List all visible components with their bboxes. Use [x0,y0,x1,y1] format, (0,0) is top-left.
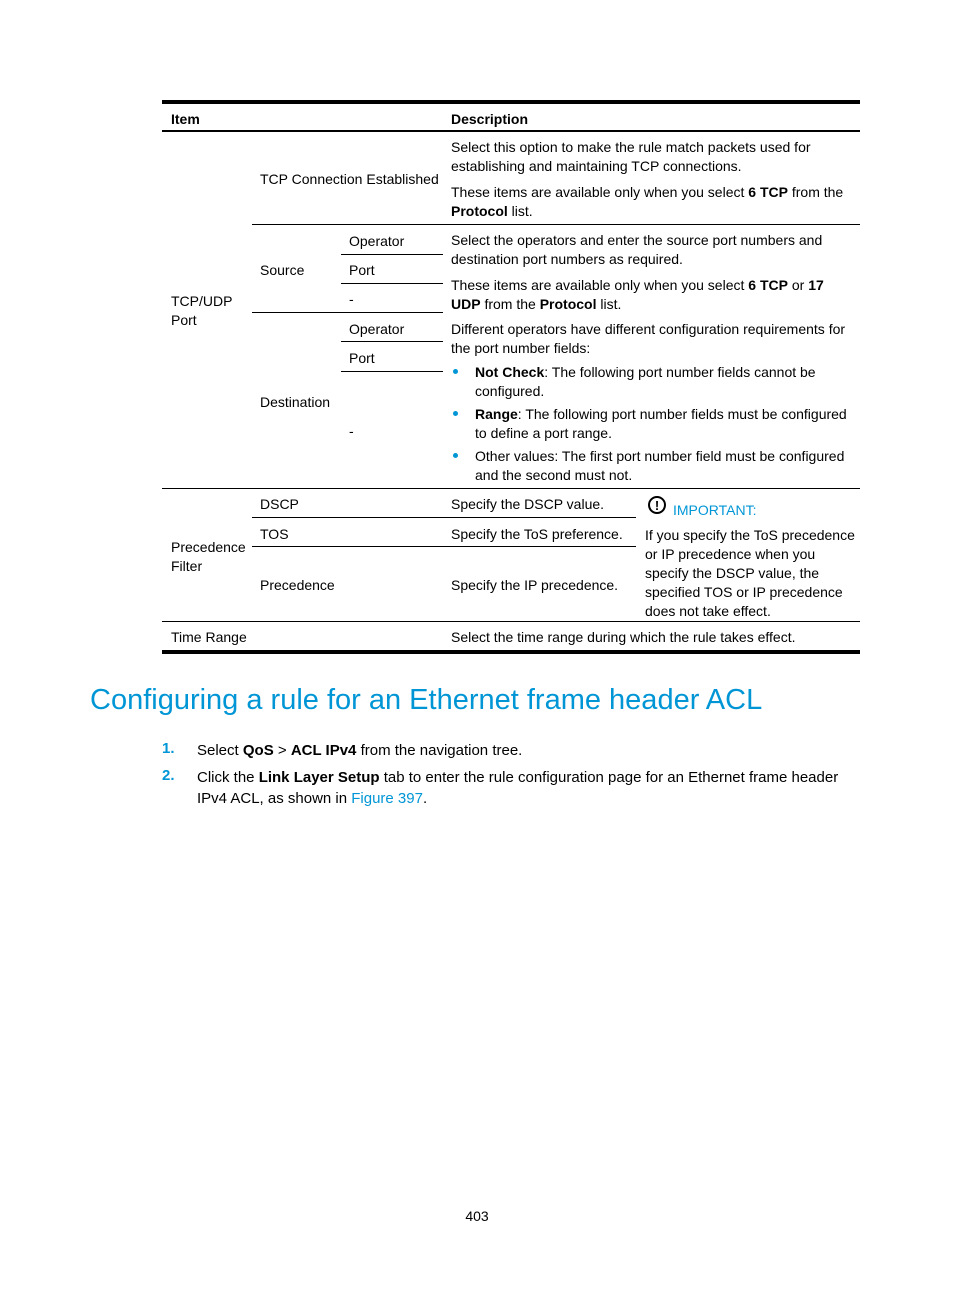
sub-rule [341,283,443,284]
sub-rule [341,341,443,342]
destination-label: Destination [260,394,331,410]
dscp-label: DSCP [260,496,299,512]
tcp-connection-label: TCP Connection Established [260,171,439,187]
time-range-desc: Select the time range during which the rule takes effect. [451,629,796,645]
section-title: Configuring a rule for an Ethernet frame header ACL [90,684,763,716]
step-number: 1. [162,740,175,757]
source-desc: Select the operators and enter the source port numbers and destination port numbers as required. [451,232,823,267]
step-2: Click the Link Layer Setup tab to enter the rule configuration page for an Ethernet frame header IPv4 ACL, as shown in Figure 397. [197,769,839,807]
header-description: Description [451,111,529,127]
source-port: Port [349,262,375,278]
table-top-rule [162,100,860,104]
source-note: These items are available only when you select 6 TCP or 17 UDP from the Protocol list. [451,277,824,312]
source-operator: Operator [349,233,405,249]
bullet-icon [453,453,458,458]
time-range-label: Time Range [171,629,247,645]
figure-link[interactable]: Figure 397 [351,790,423,807]
bullet-not-check: Not Check: The following port number fields cannot be configured. [475,364,816,399]
bullet-other-values: Other values: The first port number field must be configured and the second must not. [475,448,845,483]
sub-rule [341,254,443,255]
destination-desc: Different operators have different configuration requirements for the port number fields: [451,321,846,356]
destination-operator: Operator [349,321,405,337]
bullet-range: Range: The following port number fields must be configured to define a port range. [475,406,847,441]
warning-icon: ! [648,496,666,514]
important-label: IMPORTANT: [673,502,757,518]
group-rule [162,488,860,489]
source-dash: - [349,291,354,307]
dscp-desc: Specify the DSCP value. [451,496,605,512]
precedence-label: Precedence [260,577,335,593]
bullet-icon [453,369,458,374]
group-rule [162,621,860,622]
tcp-connection-note: These items are available only when you select 6 TCP from the Protocol list. [451,184,844,219]
table-bottom-rule [162,650,860,654]
tcp-udp-port-label: TCP/UDP Port [171,293,233,328]
tcp-connection-desc: Select this option to make the rule match packets used for establishing and maintaining TCP connections. [451,139,811,174]
page-number: 403 [465,1208,489,1224]
sub-rule [252,546,636,547]
destination-dash: - [349,423,354,439]
precedence-desc: Specify the IP precedence. [451,577,619,593]
step-1: Select QoS > ACL IPv4 from the navigation tree. [197,742,523,759]
destination-port: Port [349,350,375,366]
precedence-filter-label: Precedence Filter [171,539,246,574]
sub-rule [252,517,636,518]
source-label: Source [260,262,305,278]
header-rule [162,130,860,132]
header-item: Item [171,111,200,127]
tos-desc: Specify the ToS preference. [451,526,623,542]
tos-label: TOS [260,526,289,542]
bullet-icon [453,411,458,416]
sub-rule [252,312,443,313]
sub-rule [341,371,443,372]
row-rule [252,224,860,225]
step-number: 2. [162,767,175,784]
important-text: If you specify the ToS precedence or IP precedence when you specify the DSCP value, the specified TOS or IP precedence does not take effect. [645,527,855,619]
